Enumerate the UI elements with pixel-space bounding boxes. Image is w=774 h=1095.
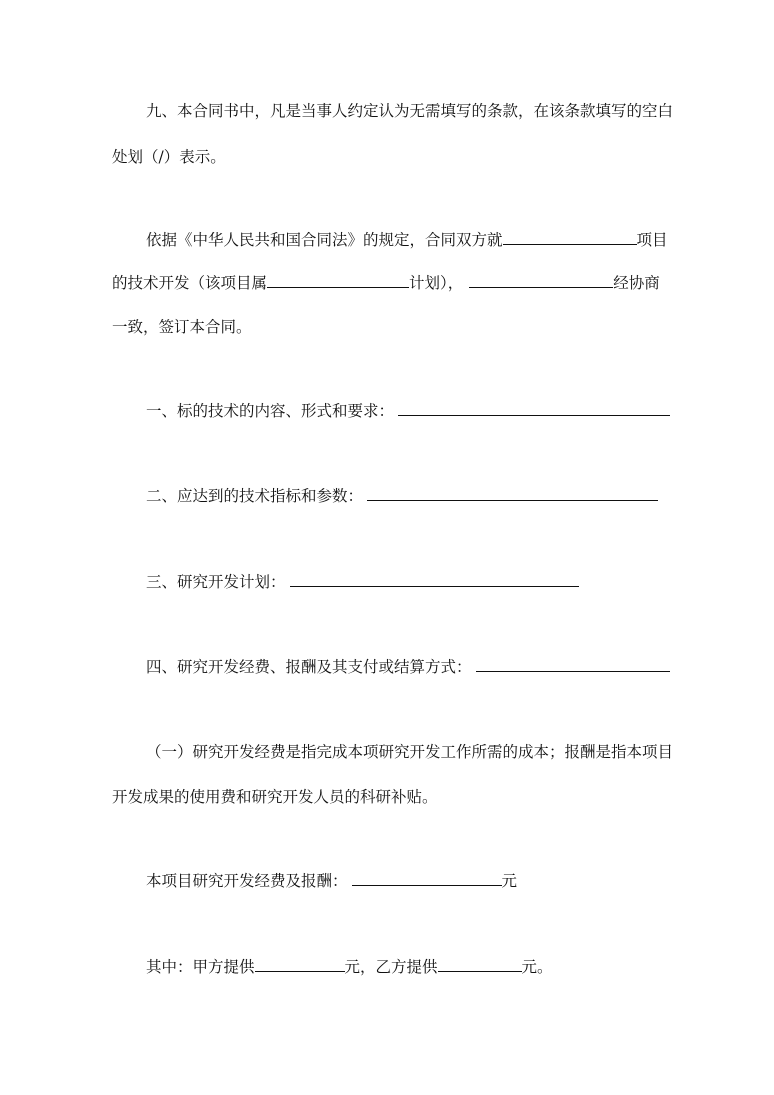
- plan-name-blank[interactable]: [267, 273, 409, 288]
- parties-blank[interactable]: [469, 273, 613, 288]
- section4-label: 四、研究开发经费、报酬及其支付或结算方式：: [146, 658, 472, 676]
- section2-label: 二、应达到的技术指标和参数：: [146, 487, 364, 505]
- preamble-text-2c: 经协商: [613, 274, 660, 292]
- section4-line: [146, 656, 670, 678]
- preamble-project-word: 项目: [636, 231, 668, 249]
- clause9-line1: [146, 100, 673, 122]
- split-mid: 元，乙方提供: [344, 958, 438, 976]
- preamble-text-1: 依据《中华人民共和国合同法》的规定，合同双方就: [146, 231, 503, 249]
- preamble-text-3: 一致，签订本合同。: [112, 318, 252, 336]
- sub1-text-2: 开发成果的使用费和研究开发人员的科研补贴。: [112, 788, 438, 806]
- clause9-line2: [112, 146, 226, 168]
- section3-label: 三、研究开发计划：: [146, 573, 286, 591]
- split-prefix: 其中：甲方提供: [146, 958, 255, 976]
- section2-line: [146, 485, 658, 507]
- split-line: [146, 956, 553, 978]
- split-suffix: 元。: [521, 958, 553, 976]
- preamble-line2: [112, 272, 660, 294]
- party-b-amount-blank[interactable]: [438, 957, 522, 972]
- clause9-text-1: 九、本合同书中，凡是当事人约定认为无需填写的条款，在该条款填写的空白: [146, 102, 674, 120]
- preamble-line1: [146, 229, 668, 251]
- sub1-line1: [146, 741, 673, 763]
- sub1-text-1: （一）研究开发经费是指完成本项研究开发工作所需的成本；报酬是指本项目: [146, 743, 674, 761]
- preamble-text-2a: 的技术开发（该项目属: [112, 274, 268, 292]
- section3-blank[interactable]: [290, 572, 579, 587]
- preamble-text-2b: 计划），: [409, 274, 464, 292]
- section2-blank[interactable]: [367, 486, 658, 501]
- total-unit: 元: [501, 872, 518, 890]
- preamble-line3: [112, 316, 252, 338]
- section1-line: [146, 400, 670, 422]
- section1-blank[interactable]: [398, 401, 670, 416]
- total-amount-blank[interactable]: [352, 871, 502, 886]
- total-line: [146, 870, 517, 892]
- total-label: 本项目研究开发经费及报酬：: [146, 872, 348, 890]
- section1-label: 一、标的技术的内容、形式和要求：: [146, 402, 395, 420]
- section4-blank[interactable]: [476, 657, 670, 672]
- section3-line: [146, 571, 579, 593]
- clause9-text-2: 处划（/）表示。: [112, 148, 226, 166]
- party-a-amount-blank[interactable]: [255, 957, 345, 972]
- project-name-blank[interactable]: [503, 230, 637, 245]
- sub1-line2: [112, 786, 438, 808]
